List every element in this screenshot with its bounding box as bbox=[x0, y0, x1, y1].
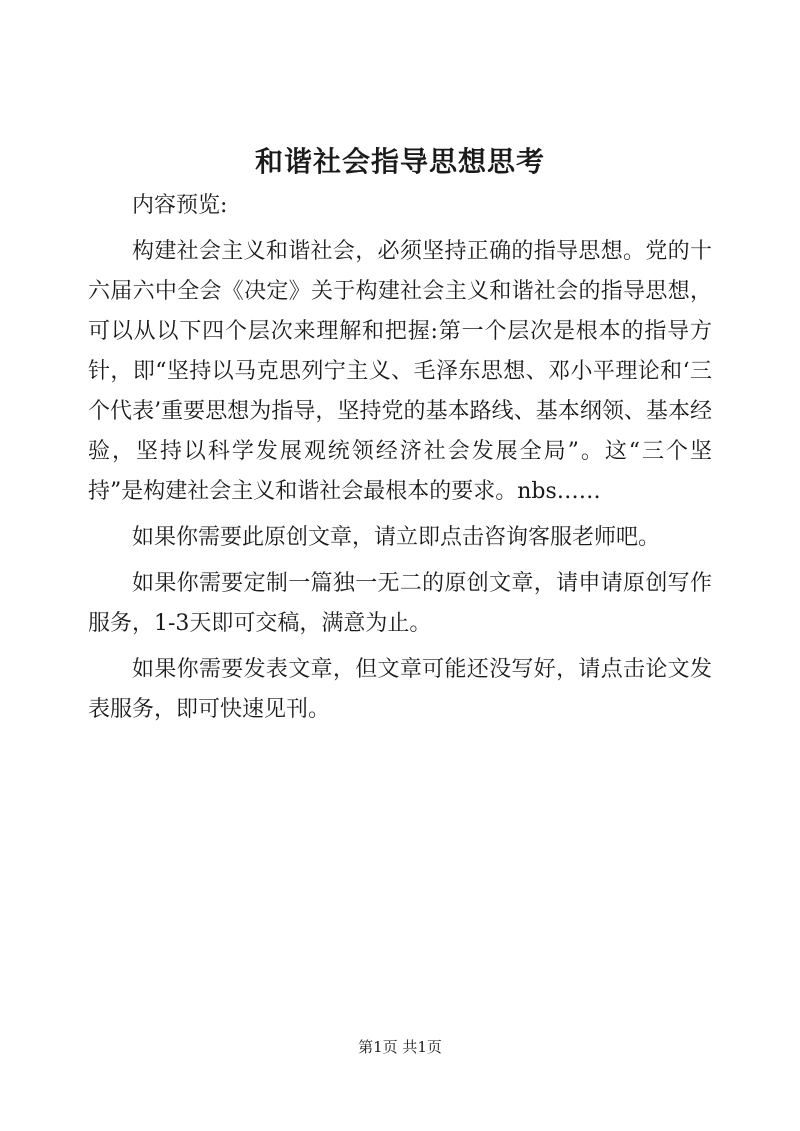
paragraph-custom-writing-notice: 如果你需要定制一篇独一无二的原创文章，请申请原创写作服务，1-3天即可交稿，满意为止。 bbox=[88, 571, 712, 636]
paragraph-main-text: 构建社会主义和谐社会，必须坚持正确的指导思想。党的十六届六中全会《决定》关于构建社会主义和谐社会的指导思想，可以从以下四个层次来理解和把握:第一个层次是根本的指导方针，即“坚持以马克思列宁主义、毛泽东思想、邓小平理论和‘三个代表’重要思想为指导，坚持党的基本路线、基本纲领、基本经验，坚持以科学发展观统领经济社会发展全局”。这“三个坚持”是构建社会主义和谐社会最根本的要求。nbs…… bbox=[88, 239, 712, 504]
paragraph-publish-notice: 如果你需要发表文章，但文章可能还没写好，请点击论文发表服务，即可快速见刊。 bbox=[88, 657, 712, 722]
document-body bbox=[88, 186, 712, 736]
paragraph-consult-notice: 如果你需要此原创文章，请立即点击咨询客服老师吧。 bbox=[132, 525, 661, 550]
paragraph-preview-label: 内容预览: bbox=[132, 193, 228, 218]
page-footer: 第1页 共1页 bbox=[358, 1038, 442, 1056]
document-title: 和谐社会指导思想思考 bbox=[254, 145, 545, 178]
